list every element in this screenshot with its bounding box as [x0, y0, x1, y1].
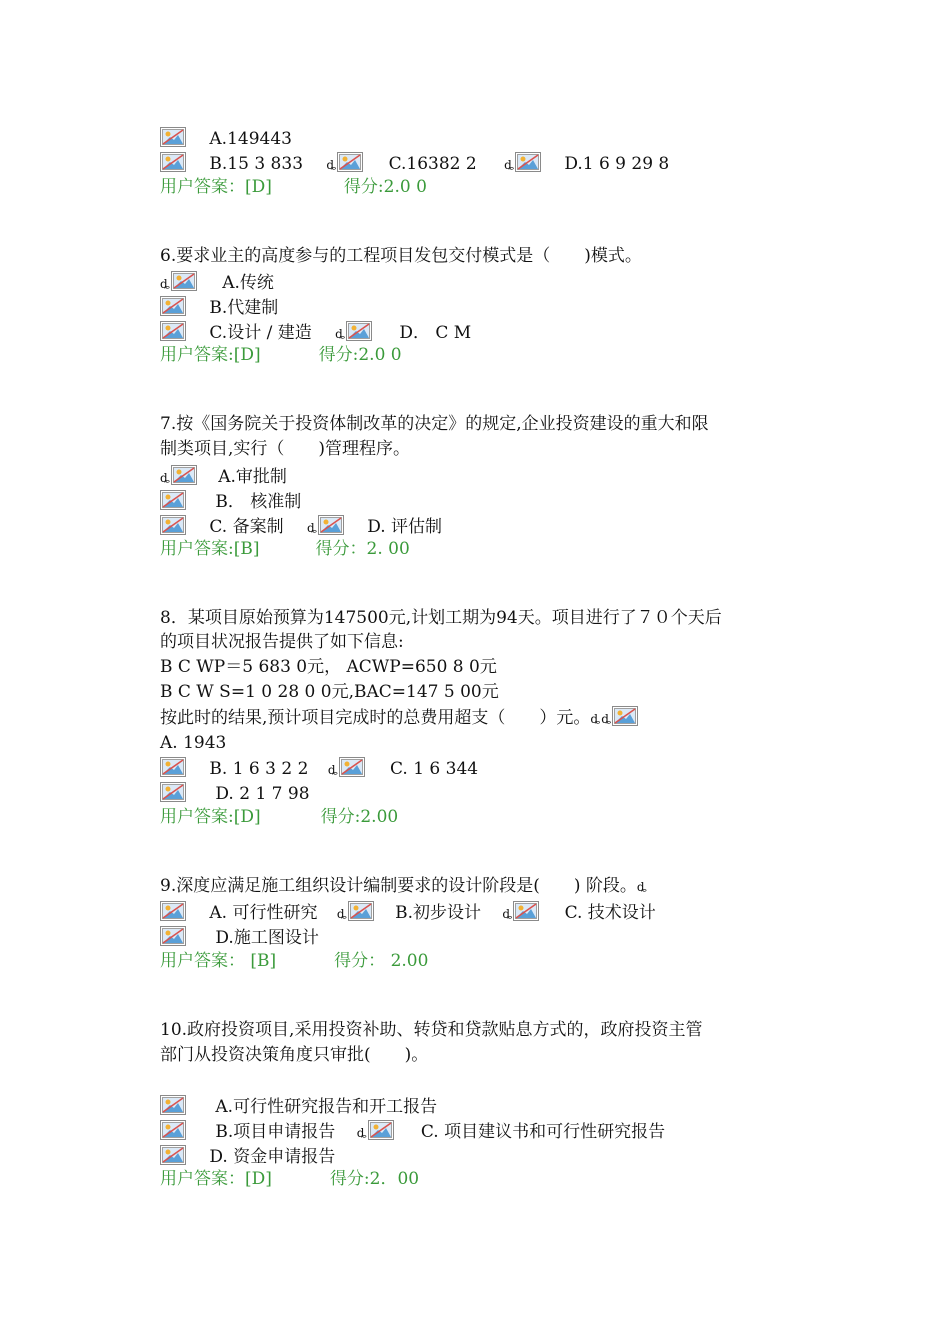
- broken-image-icon: [160, 321, 186, 341]
- score: 得分:2.0 0: [343, 177, 427, 197]
- q5-result-row: [160, 175, 427, 199]
- q6-option-c: C.设计 / 建造: [209, 323, 312, 343]
- broken-image-icon: [160, 152, 186, 172]
- marker-glyph: ȡ: [326, 158, 337, 172]
- q8-option-row-3: [160, 782, 310, 806]
- q5-option-a: A.149443: [209, 129, 292, 149]
- q10-option-row-3: [160, 1145, 335, 1169]
- broken-image-icon: [318, 515, 344, 535]
- q9-stem: 9.深度应满足施工组织设计编制要求的设计阶段是( ) 阶段。: [160, 876, 637, 896]
- q8-info-line-2: B C W S=1 0 28 0 0元,BAC=147 5 00元: [160, 682, 499, 702]
- q10-stem-line-1: 10.政府投资项目,采用投资补助、转贷和贷款贴息方式的，政府投资主管: [160, 1020, 703, 1040]
- q9-stem-row: [160, 874, 648, 898]
- broken-image-icon: [368, 1120, 394, 1140]
- q10-option-d: D. 资金申请报告: [209, 1147, 336, 1167]
- broken-image-icon: [171, 465, 197, 485]
- q6-stem: 6.要求业主的高度参与的工程项目发包交付模式是（ )模式。: [160, 246, 642, 266]
- q7-result-row: [160, 537, 410, 561]
- marker-glyph: ȡ: [160, 277, 170, 291]
- score: 得分:2．00: [329, 1169, 420, 1189]
- q6-option-row-2: [160, 296, 278, 320]
- q8-option-b: B. 1 6 3 2 2: [209, 759, 309, 779]
- q10-option-c: C. 项目建议书和可行性研究报告: [420, 1122, 666, 1142]
- q5-option-c: C.16382 2: [388, 154, 477, 174]
- broken-image-icon: [160, 490, 186, 510]
- broken-image-icon: [160, 515, 186, 535]
- broken-image-icon: [515, 152, 541, 172]
- broken-image-icon: [346, 321, 372, 341]
- broken-image-icon: [160, 1145, 186, 1165]
- marker-glyph: ȡ: [601, 712, 611, 726]
- broken-image-icon: [160, 1120, 186, 1140]
- q5-option-d: D.1 6 9 29 8: [564, 154, 670, 174]
- user-answer: 用户答案： [B]: [160, 951, 277, 971]
- q10-option-row-1: [160, 1095, 437, 1119]
- broken-image-icon: [160, 782, 186, 802]
- q10-option-row-2: [160, 1120, 665, 1144]
- q8-option-row-2: [160, 757, 478, 781]
- marker-glyph: ȡ: [356, 1126, 367, 1140]
- q8-question-text: 按此时的结果,预计项目完成时的总费用超支（ ）元。: [160, 708, 591, 728]
- q6-option-d: D． C M: [399, 323, 472, 343]
- q6-option-b: B.代建制: [209, 298, 279, 318]
- q6-option-a: A.传统: [222, 273, 274, 293]
- user-answer: 用户答案:[D]: [160, 807, 261, 827]
- marker-glyph: ȡ: [502, 907, 513, 921]
- q7-stem-line-2: 制类项目,实行（ )管理程序。: [160, 439, 411, 459]
- marker-glyph: ȡ: [636, 880, 647, 894]
- score: 得分： 2.00: [334, 951, 429, 971]
- broken-image-icon: [160, 757, 186, 777]
- q9-option-row-1: [160, 901, 656, 925]
- q7-option-b: B． 核准制: [215, 492, 302, 512]
- q8-result-row: [160, 805, 398, 829]
- broken-image-icon: [160, 901, 186, 921]
- broken-image-icon: [339, 757, 365, 777]
- q5-option-b: B.15 3 833: [209, 154, 304, 174]
- q7-option-c: C. 备案制: [209, 517, 284, 537]
- q8-info-line-1: B C WP＝5 683 0元， ACWP=650 8 0元: [160, 657, 497, 677]
- q8-option-d: D. 2 1 7 98: [215, 784, 310, 804]
- broken-image-icon: [612, 706, 638, 726]
- marker-glyph: ȡ: [160, 471, 170, 485]
- q9-option-d: D.施工图设计: [215, 928, 319, 948]
- q10-stem-line-2: 部门从投资决策角度只审批( )。: [160, 1045, 429, 1065]
- q6-option-row-3: [160, 321, 471, 345]
- q8-stem-line-1: 8．某项目原始预算为147500元,计划工期为94天。项目进行了７０个天后: [160, 608, 722, 628]
- broken-image-icon: [513, 901, 539, 921]
- q10-option-a: A.可行性研究报告和开工报告: [215, 1097, 438, 1117]
- broken-image-icon: [160, 926, 186, 946]
- user-answer: 用户答案：[D]: [160, 1169, 272, 1189]
- broken-image-icon: [160, 1095, 186, 1115]
- broken-image-icon: [337, 152, 363, 172]
- q9-option-a: A. 可行性研究: [209, 903, 318, 923]
- user-answer: 用户答案：[D]: [160, 177, 272, 197]
- q7-option-row-3: [160, 515, 442, 539]
- q6-option-row-1: [160, 271, 274, 295]
- q7-option-row-1: [160, 465, 287, 489]
- q9-option-row-2: [160, 926, 319, 950]
- user-answer: 用户答案:[B]: [160, 539, 260, 559]
- q6-result-row: [160, 343, 402, 367]
- q5-option-row-1: [160, 127, 292, 151]
- marker-glyph: ȡ: [504, 158, 514, 172]
- marker-glyph: ȡ: [327, 763, 338, 777]
- marker-glyph: ȡ: [336, 907, 347, 921]
- score: 得分：2. 00: [315, 539, 410, 559]
- q7-option-row-2: [160, 490, 301, 514]
- q8-stem-line-2: 的项目状况报告提供了如下信息:: [160, 632, 404, 652]
- user-answer: 用户答案:[D]: [160, 345, 261, 365]
- q10-result-row: [160, 1167, 419, 1191]
- score: 得分:2.0 0: [318, 345, 402, 365]
- q8-option-c: C. 1 6 344: [390, 759, 479, 779]
- marker-glyph: ȡ: [307, 521, 317, 535]
- q5-option-row-2: [160, 152, 669, 176]
- q9-option-b: B.初步设计: [395, 903, 481, 923]
- q10-option-b: B.项目申请报告: [215, 1122, 336, 1142]
- score: 得分:2.00: [320, 807, 399, 827]
- q9-option-c: C. 技术设计: [564, 903, 656, 923]
- q8-option-a: A. 1943: [160, 733, 227, 753]
- q8-stem-line-3: [160, 706, 638, 730]
- q7-option-d: D. 评估制: [367, 517, 443, 537]
- broken-image-icon: [160, 127, 186, 147]
- marker-glyph: ȡ: [335, 327, 345, 341]
- broken-image-icon: [171, 271, 197, 291]
- broken-image-icon: [348, 901, 374, 921]
- q7-option-a: A.审批制: [218, 467, 287, 487]
- marker-glyph: ȡ: [590, 712, 601, 726]
- q9-result-row: [160, 949, 428, 973]
- broken-image-icon: [160, 296, 186, 316]
- q7-stem-line-1: 7.按《国务院关于投资体制改革的决定》的规定,企业投资建设的重大和限: [160, 414, 709, 434]
